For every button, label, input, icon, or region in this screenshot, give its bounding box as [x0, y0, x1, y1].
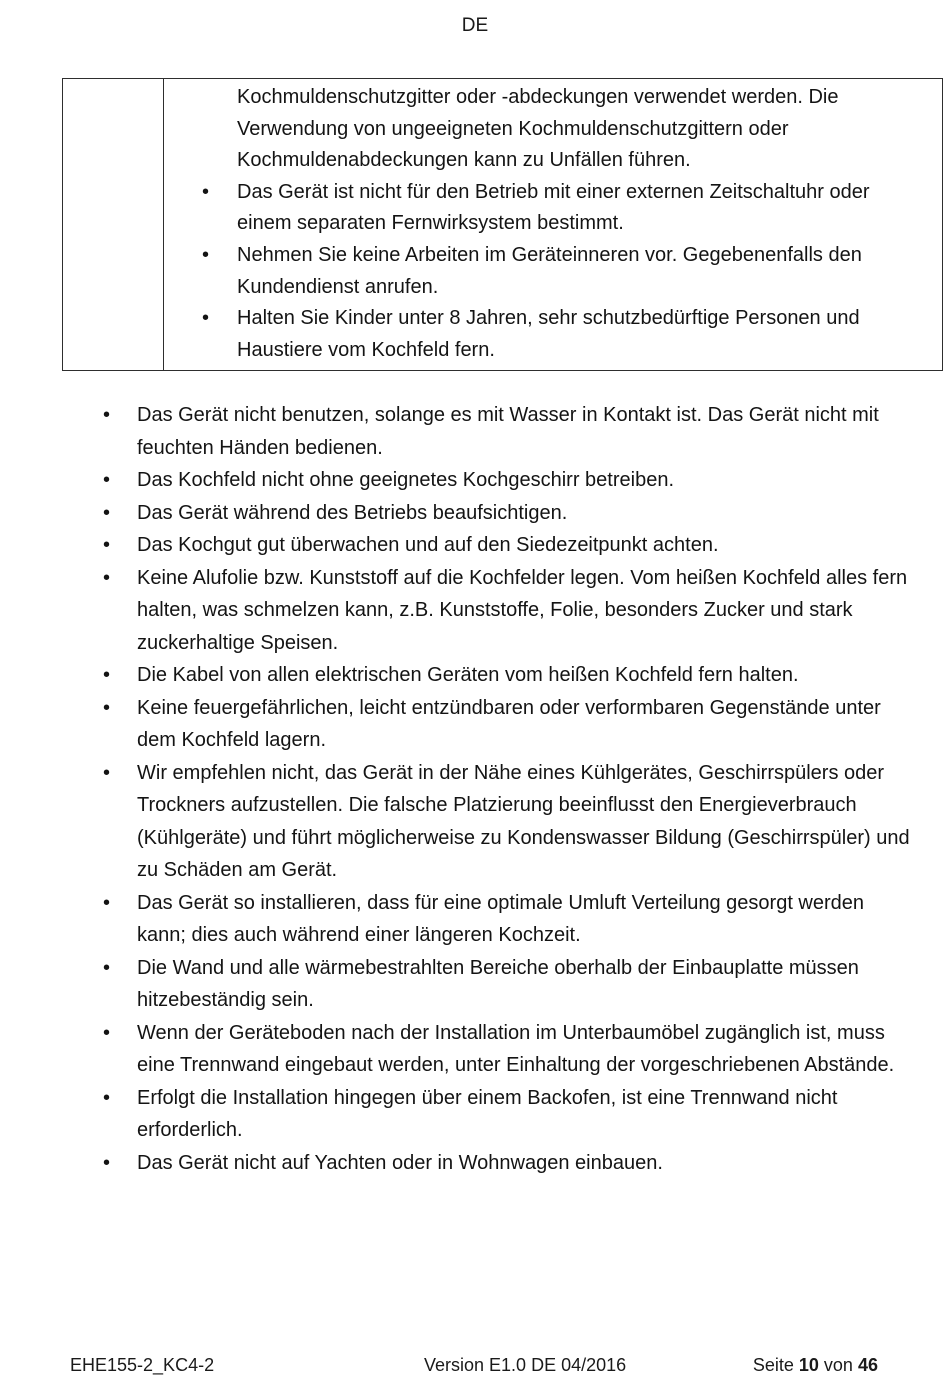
footer-of-label: von	[823, 1355, 853, 1375]
bullet-item: • Das Gerät so installieren, dass für eine optimale Umluft Verteilung gesorgt werden kann; dies auch während einer längeren Kochzeit.	[0, 887, 915, 952]
bullet-item: • Wir empfehlen nicht, das Gerät in der Nähe eines Kühlgerätes, Geschirrspülers oder Trockners aufzustellen. Die falsche Platzierung beeinflusst den Energieverbrauch (Kühlgeräte) und führt möglicherweise zu Kondenswasser Bildung (Geschirrspüler) und zu Schäden am Gerät.	[0, 757, 915, 887]
footer-page-indicator	[753, 1354, 878, 1376]
language-code: DE	[461, 15, 489, 36]
bullet-item: • Halten Sie Kinder unter 8 Jahren, sehr schutzbedürftige Personen und Haustiere vom Kochfeld fern.	[164, 303, 926, 366]
page-number: 10	[798, 1355, 819, 1375]
footer-version: Version E1.0 DE 04/2016	[424, 1355, 627, 1375]
bullet-item: • Das Kochgut gut überwachen und auf den Siedezeitpunkt achten.	[0, 529, 915, 562]
bullet-item: • Keine Alufolie bzw. Kunststoff auf die Kochfelder legen. Vom heißen Kochfeld alles fern halten, was schmelzen kann, z.B. Kunststoffe, Folie, besonders Zucker und stark zuckerhaltige Speisen.	[0, 562, 915, 660]
warning-table-content-cell	[164, 79, 943, 371]
bullet-item: • Das Gerät während des Betriebs beaufsichtigen.	[0, 497, 915, 530]
total-pages: 46	[857, 1355, 878, 1375]
bullet-item: • Die Kabel von allen elektrischen Geräten vom heißen Kochfeld fern halten.	[0, 659, 915, 692]
bullet-item: • Das Kochfeld nicht ohne geeignetes Kochgeschirr betreiben.	[0, 464, 915, 497]
bullet-item: • Wenn der Geräteboden nach der Installation im Unterbaumöbel zugänglich ist, muss eine Trennwand eingebaut werden, unter Einhaltung der vorgeschriebenen Abstände.	[0, 1017, 915, 1082]
bullet-item: • Keine feuergefährlichen, leicht entzündbaren oder verformbaren Gegenstände unter dem Kochfeld lagern.	[0, 692, 915, 757]
warning-continuation-text: Kochmuldenschutzgitter oder -abdeckungen verwendet werden. Die Verwendung von ungeeigneten Kochmuldenschutzgittern oder Kochmuldenabdeckungen kann zu Unfällen führen.	[237, 86, 839, 172]
bullet-item: • Die Wand und alle wärmebestrahlten Bereiche oberhalb der Einbauplatte müssen hitzebeständig sein.	[0, 952, 915, 1017]
warning-table	[62, 78, 943, 371]
page-footer	[0, 1354, 950, 1378]
bullet-item: • Das Gerät nicht benutzen, solange es mit Wasser in Kontakt ist. Das Gerät nicht mit feuchten Händen bedienen.	[0, 399, 915, 464]
footer-page-label: Seite	[752, 1355, 794, 1375]
bullet-item: • Erfolgt die Installation hingegen über einem Backofen, ist eine Trennwand nicht erforderlich.	[0, 1082, 915, 1147]
warning-table-row	[63, 79, 943, 371]
bullet-item: • Nehmen Sie keine Arbeiten im Geräteinneren vor. Gegebenenfalls den Kundendienst anrufen.	[164, 240, 926, 303]
bullet-item: • Das Gerät nicht auf Yachten oder in Wohnwagen einbauen.	[0, 1147, 915, 1180]
footer-doc-code: EHE155-2_KC4-2	[70, 1355, 215, 1375]
warning-bullet-list	[164, 177, 926, 367]
bullet-item: • Das Gerät ist nicht für den Betrieb mit einer externen Zeitschaltuhr oder einem separaten Fernwirksystem bestimmt.	[164, 177, 926, 240]
warning-table-icon-cell	[63, 79, 164, 371]
safety-bullet-list	[0, 399, 915, 1179]
